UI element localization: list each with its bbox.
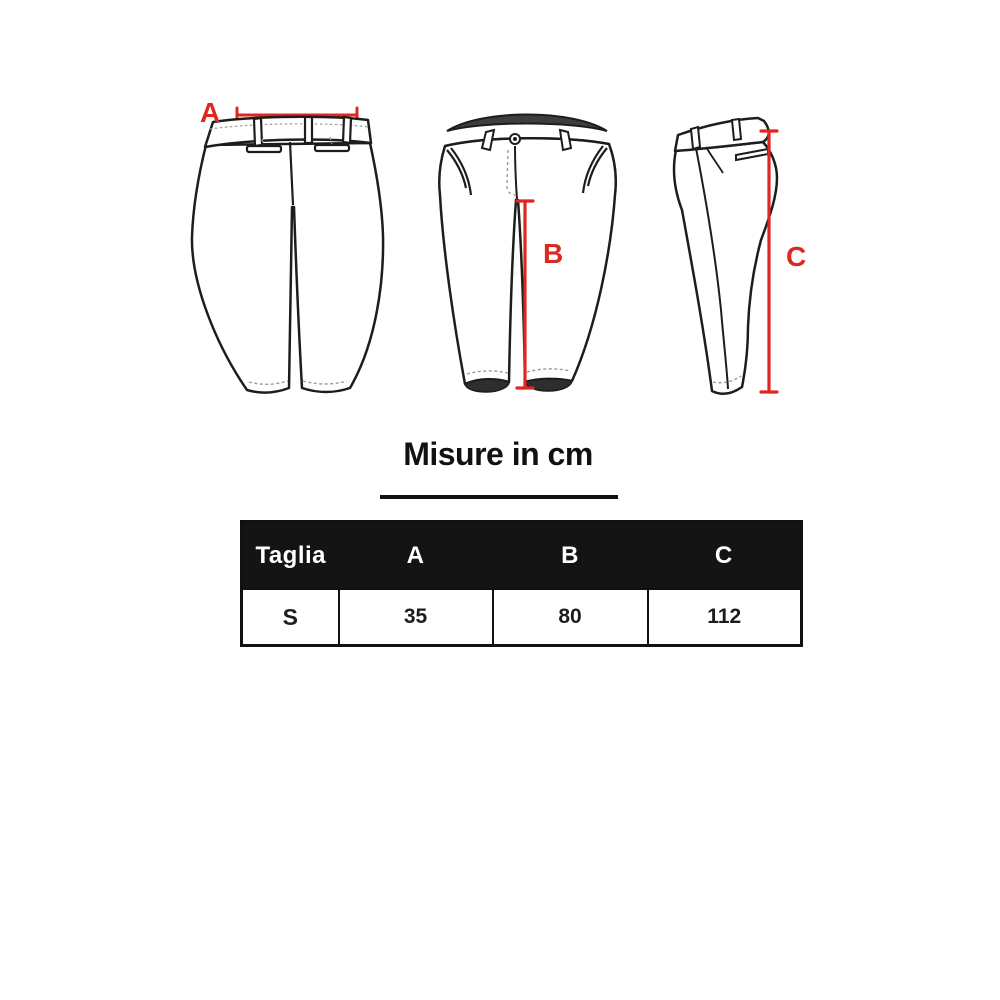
header-measure-b: B [493,522,648,590]
pants-back-view-drawing [190,95,385,405]
pants-back-view-diagram [190,95,385,405]
header-measure-c: C [648,522,802,590]
cell-measure-c: 112 [648,589,802,646]
size-table-header-row [242,522,802,590]
measure-label-b: B [543,238,564,269]
pants-back-outline [192,117,383,393]
leg-openings [465,379,572,392]
pants-front-view-drawing [437,100,617,410]
pants-front-view-diagram [437,100,617,410]
cell-size: S [242,589,339,646]
pants-side-view-diagram [658,105,818,405]
title-underline [380,495,618,499]
measure-label-c: C [786,241,807,272]
header-taglia: Taglia [242,522,339,590]
size-table-row [242,589,802,646]
header-measure-a: A [339,522,493,590]
cell-measure-a: 35 [339,589,493,646]
measure-label-a: A [200,97,221,128]
cell-measure-b: 80 [493,589,648,646]
size-table [240,520,803,647]
section-title: Misure in cm [403,436,593,472]
waist-button [510,134,520,144]
waistband-interior [447,115,607,132]
